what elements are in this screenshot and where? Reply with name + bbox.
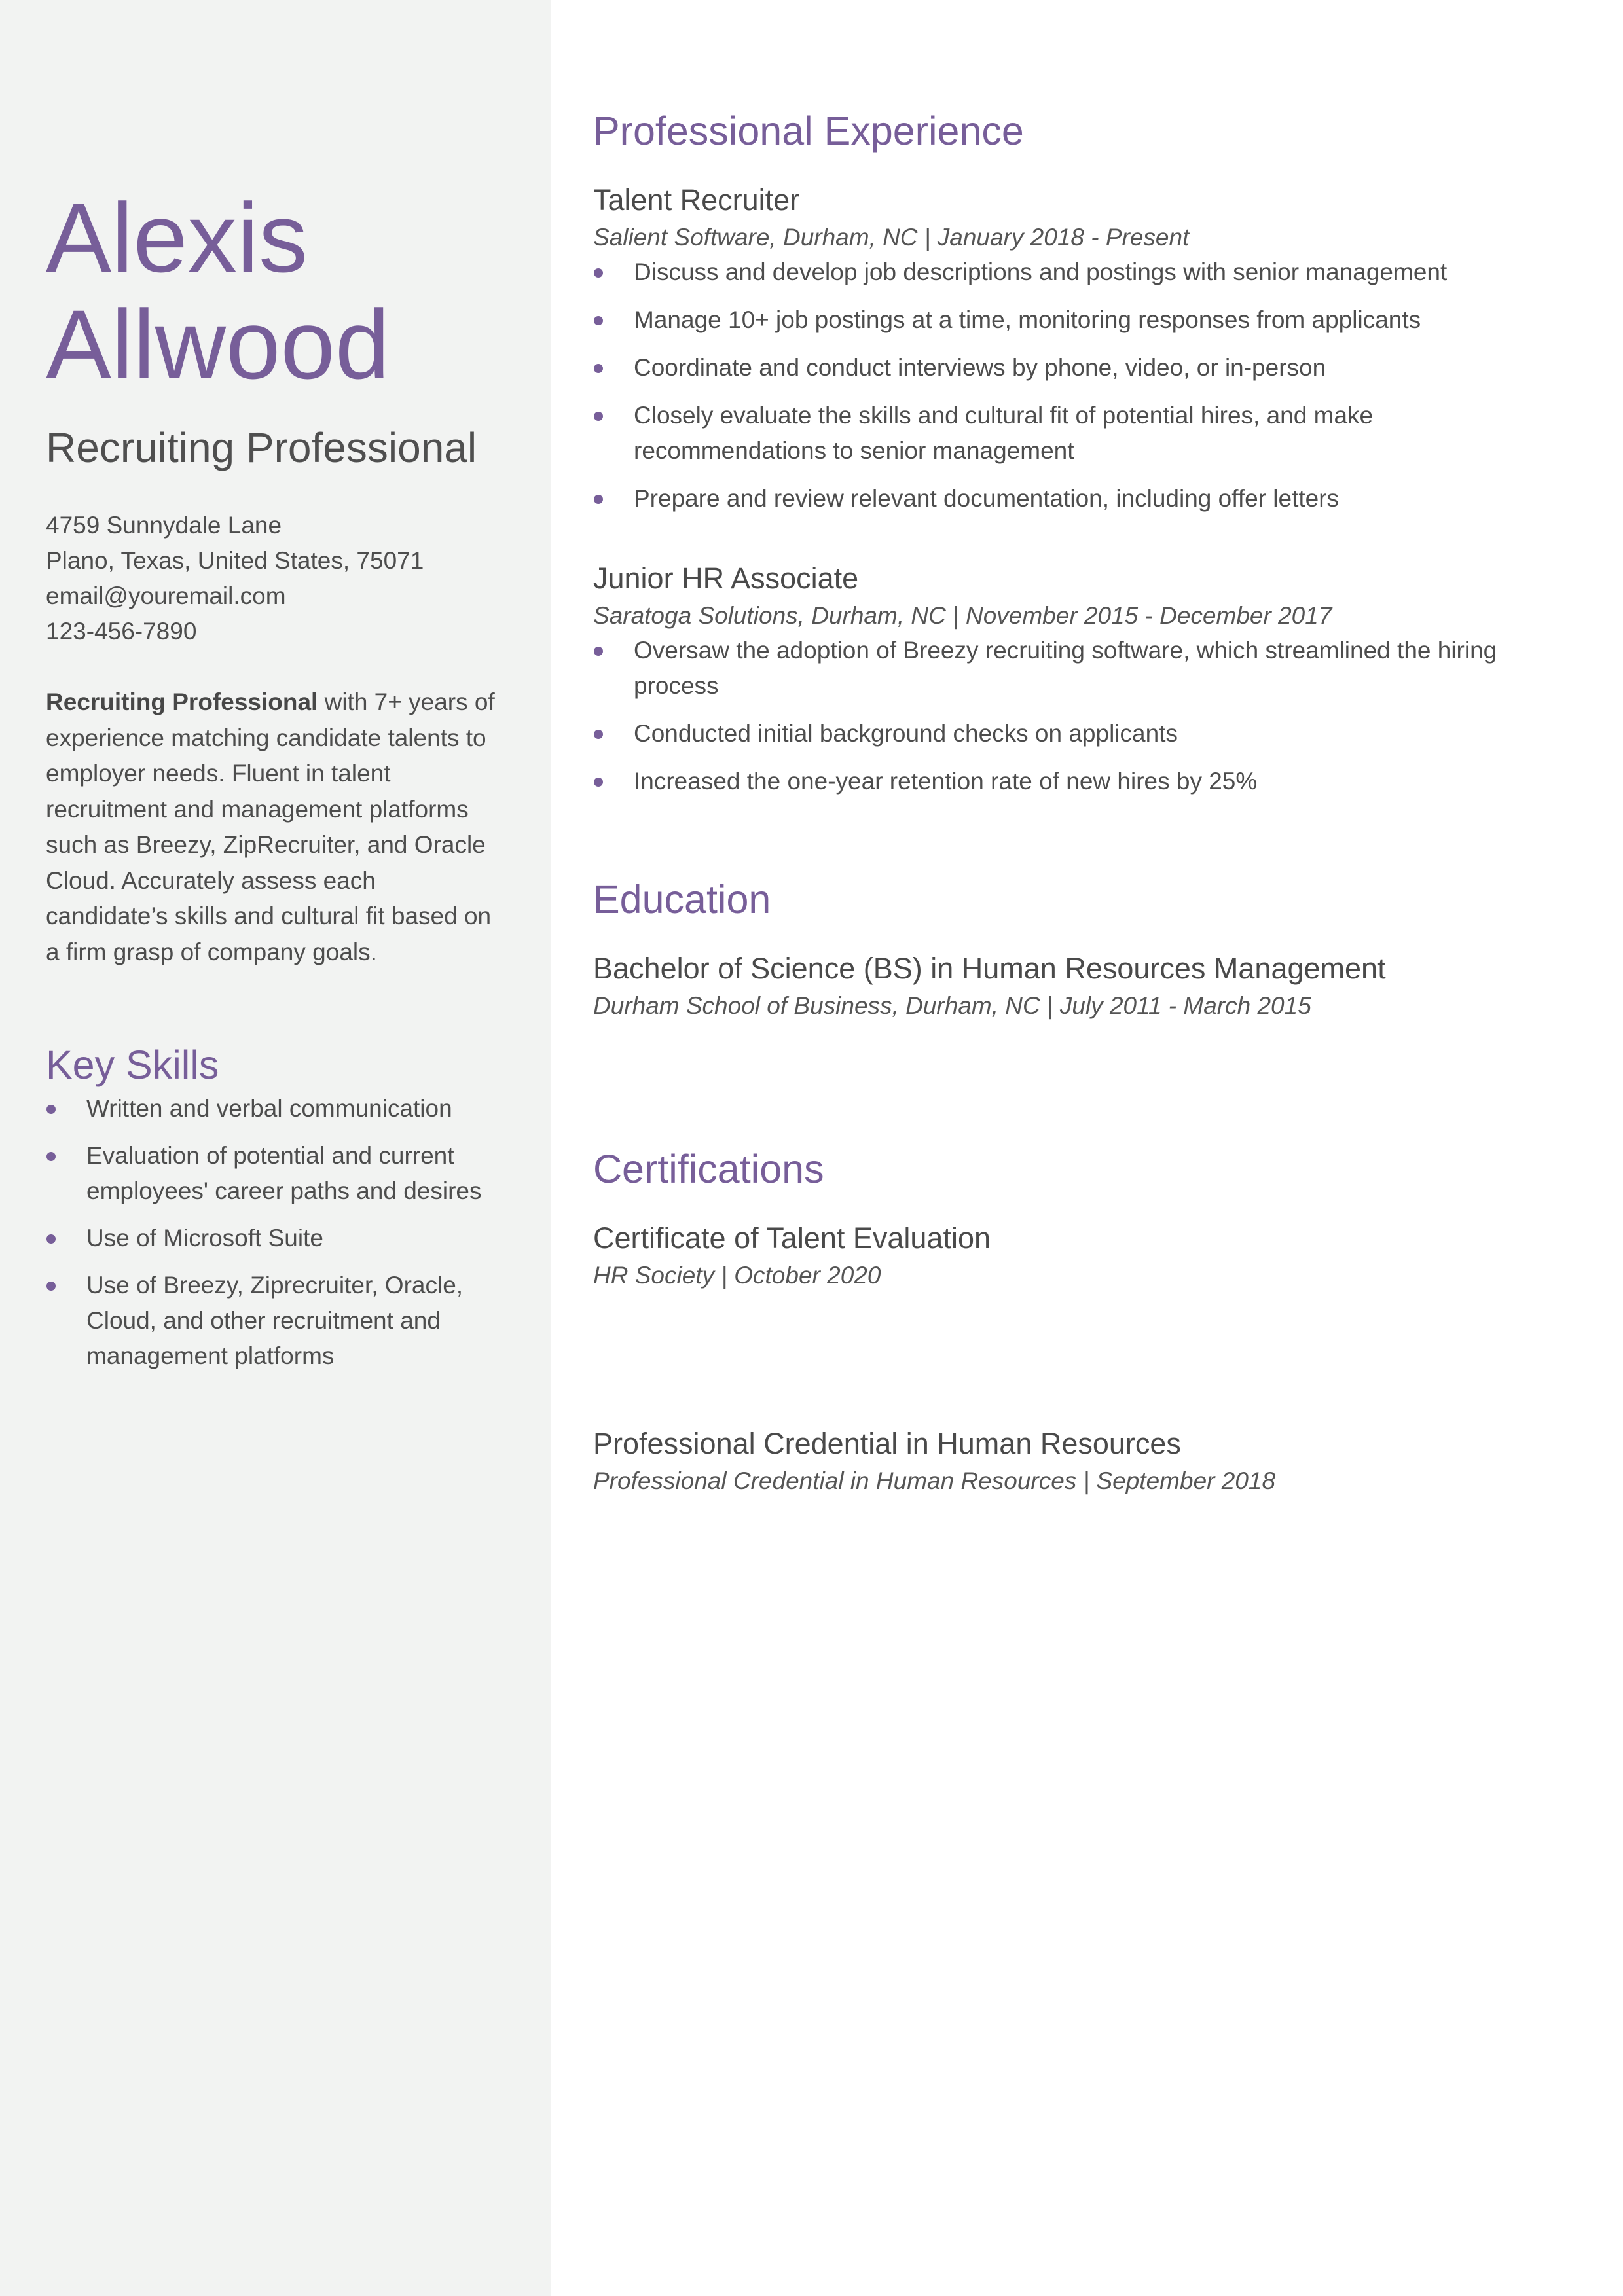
job-bullet	[593, 716, 1542, 751]
summary-text: with 7+ years of experience matching candidate talents to employer needs. Fluent in talent recruitment and management platforms such as Breezy, ZipRecruiter, and Oracle Cloud. Accurately assess each candidate’s skills and cultural fit based on a firm grasp of company goals.	[46, 689, 495, 965]
bullet-icon	[594, 495, 603, 504]
main-content	[593, 101, 1542, 1498]
bullet-text: Conducted initial background checks on applicants	[634, 720, 1178, 747]
degree-title: Bachelor of Science (BS) in Human Resources Management	[593, 952, 1386, 985]
summary	[46, 685, 504, 970]
certification-meta: HR Society | October 2020	[593, 1262, 881, 1289]
bullet-icon	[594, 647, 603, 656]
bullet-icon	[594, 412, 603, 421]
job-title: Junior HR Associate	[593, 562, 859, 595]
address-line-2: Plano, Texas, United States, 75071	[46, 547, 424, 574]
bullet-icon	[46, 1152, 56, 1161]
skill-item	[46, 1138, 504, 1209]
certification-entry	[593, 1218, 1542, 1293]
education-heading: Education	[593, 877, 771, 922]
bullet-icon	[594, 730, 603, 739]
job-title: Talent Recruiter	[593, 183, 800, 217]
certification-entry	[593, 1424, 1542, 1498]
experience-section	[593, 101, 1542, 799]
bullet-icon	[46, 1282, 56, 1291]
skill-item	[46, 1091, 504, 1126]
bullet-text: Oversaw the adoption of Breezy recruiting software, which streamlined the hiring process	[634, 637, 1497, 699]
certification-title: Professional Credential in Human Resources	[593, 1427, 1181, 1460]
job-entry	[593, 180, 1542, 516]
sidebar	[0, 0, 551, 2296]
job-bullet	[593, 481, 1542, 516]
certifications-section	[593, 1139, 1542, 1498]
job-bullet	[593, 350, 1542, 386]
candidate-role: Recruiting Professional	[46, 424, 477, 471]
job-bullets	[593, 633, 1542, 799]
certification-title: Certificate of Talent Evaluation	[593, 1221, 991, 1255]
certifications-heading: Certifications	[593, 1147, 824, 1191]
job-entry	[593, 558, 1542, 799]
education-section	[593, 870, 1542, 1023]
address-line-1: 4759 Sunnydale Lane	[46, 512, 282, 539]
bullet-icon	[46, 1105, 56, 1114]
bullet-text: Manage 10+ job postings at a time, monitoring responses from applicants	[634, 306, 1421, 333]
experience-heading: Professional Experience	[593, 109, 1024, 153]
job-bullet	[593, 302, 1542, 338]
first-name: Alexis	[46, 183, 308, 293]
job-bullet	[593, 633, 1542, 704]
bullet-icon	[594, 364, 603, 373]
bullet-text: Prepare and review relevant documentation, including offer letters	[634, 485, 1340, 512]
bullet-icon	[594, 316, 603, 325]
candidate-name	[46, 185, 504, 398]
job-bullet	[593, 764, 1542, 799]
job-meta: Salient Software, Durham, NC | January 2018 - Present	[593, 224, 1190, 251]
job-bullet	[593, 255, 1542, 290]
education-entry	[593, 948, 1542, 1023]
degree-meta: Durham School of Business, Durham, NC | July 2011 - March 2015	[593, 992, 1311, 1019]
skills-list	[46, 1091, 504, 1374]
bullet-icon	[594, 778, 603, 787]
certification-meta: Professional Credential in Human Resources | September 2018	[593, 1467, 1276, 1494]
skill-text: Written and verbal communication	[86, 1095, 452, 1122]
skill-text: Evaluation of potential and current employees' career paths and desires	[86, 1142, 482, 1204]
job-bullets	[593, 255, 1542, 516]
bullet-icon	[46, 1234, 56, 1244]
job-meta: Saratoga Solutions, Durham, NC | November 2015 - December 2017	[593, 602, 1332, 629]
bullet-text: Discuss and develop job descriptions and postings with senior management	[634, 259, 1448, 285]
contact-block	[46, 508, 504, 649]
bullet-text: Increased the one-year retention rate of new hires by 25%	[634, 768, 1258, 795]
bullet-text: Coordinate and conduct interviews by phone, video, or in-person	[634, 354, 1326, 381]
job-bullet	[593, 398, 1542, 469]
bullet-icon	[594, 268, 603, 278]
sidebar-content	[46, 185, 504, 1374]
phone: 123-456-7890	[46, 618, 197, 645]
last-name: Allwood	[46, 289, 390, 399]
summary-bold: Recruiting Professional	[46, 689, 318, 715]
skill-item	[46, 1221, 504, 1256]
bullet-text: Closely evaluate the skills and cultural fit of potential hires, and make recommendations to senior management	[634, 402, 1374, 464]
email: email@youremail.com	[46, 583, 286, 609]
skill-text: Use of Microsoft Suite	[86, 1225, 323, 1251]
skills-heading: Key Skills	[46, 1043, 219, 1087]
skill-text: Use of Breezy, Ziprecruiter, Oracle, Cloud, and other recruitment and management platforms	[86, 1272, 464, 1369]
skill-item	[46, 1268, 504, 1374]
